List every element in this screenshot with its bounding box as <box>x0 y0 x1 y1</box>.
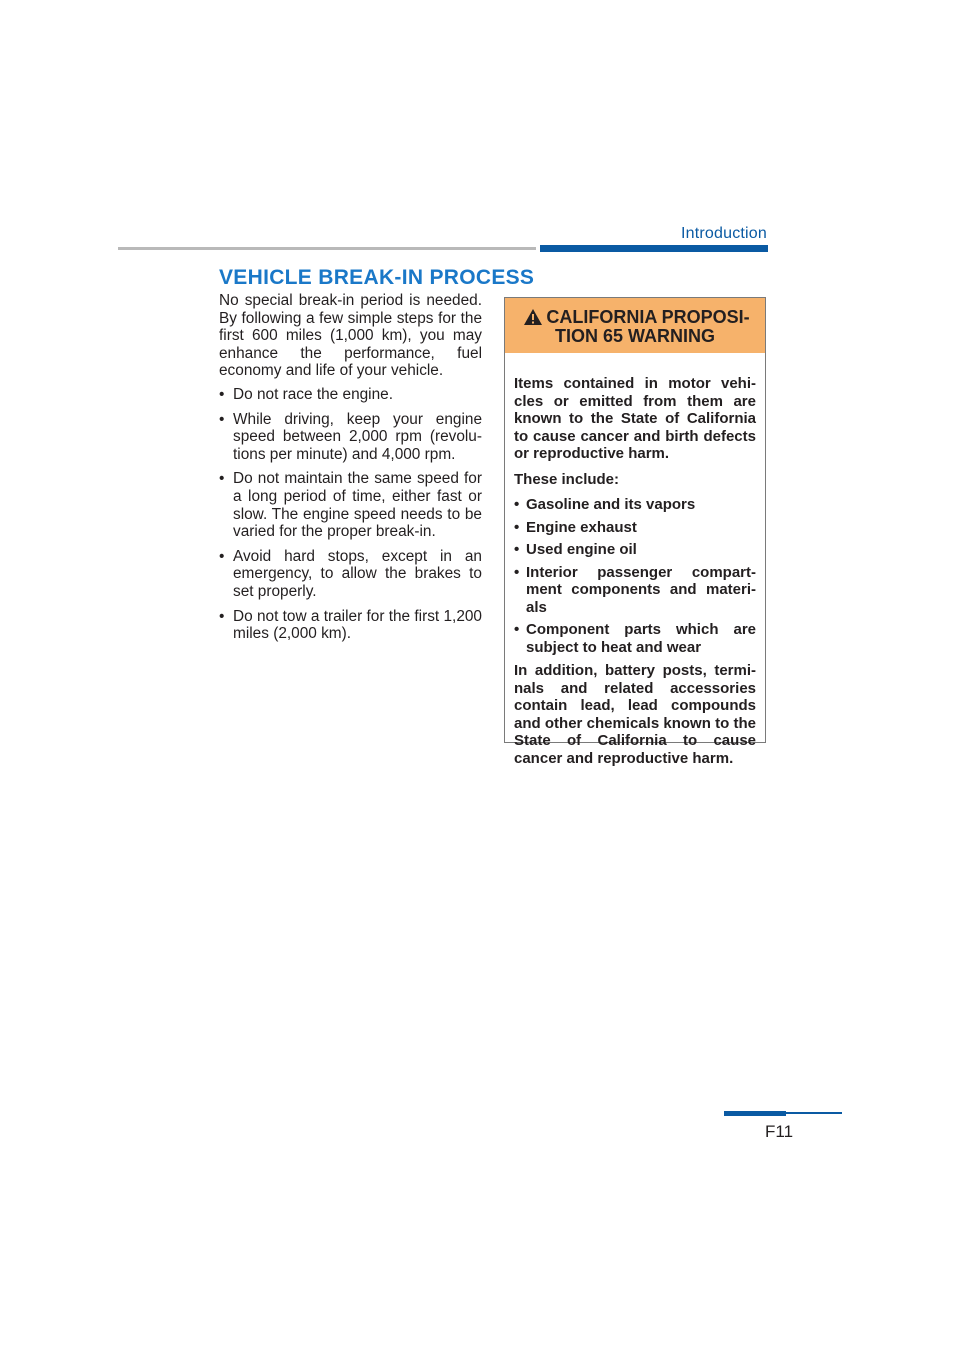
bullet-icon: • <box>514 518 520 536</box>
list-item: • Engine exhaust <box>514 518 637 536</box>
section-name: Introduction <box>680 225 767 242</box>
intro-paragraph: No special break-in period is needed. By following a few simple steps for the first 600 miles (1,000 km), you may enhance the performance, fuel economy and life of your vehicle. <box>219 292 482 380</box>
list-item: • Do not tow a trailer for the first 1,200 miles (2,000 km). <box>219 607 482 643</box>
warning-includes-label: These include: <box>514 470 620 488</box>
warning-header <box>505 298 765 353</box>
bullet-icon: • <box>219 385 225 403</box>
bullet-icon: • <box>219 470 225 488</box>
bullet-icon: • <box>514 563 520 581</box>
break-in-content <box>219 292 482 650</box>
footer-accent-bar <box>724 1111 786 1116</box>
warning-title-continued: TION 65 WARNING <box>554 326 715 346</box>
section-heading: VEHICLE BREAK-IN PROCESS <box>219 266 535 289</box>
list-item: • Component parts which are subject to heat and wear <box>514 621 756 656</box>
list-item: • Avoid hard stops, except in an emergency, to allow the brakes to set properly. <box>219 547 482 600</box>
warning-triangle-icon <box>523 308 543 326</box>
page-number: F11 <box>765 1122 794 1141</box>
list-item: • While driving, keep your engine speed between 2,000 rpm (revolu-tions per minute) and 4,000 rpm. <box>219 410 482 463</box>
header-accent-bar <box>540 245 768 252</box>
bullet-icon: • <box>514 496 520 513</box>
list-item: • Interior passenger compart-ment components and materi-als <box>514 563 756 616</box>
bullet-icon: • <box>219 547 225 565</box>
warning-closing: In addition, battery posts, termi-nals and related accessories contain lead, lead compounds and other chemicals known to the State of California to cause cancer and reproductive harm. <box>514 662 756 767</box>
warning-body <box>505 353 765 767</box>
list-item: • Used engine oil <box>514 541 637 558</box>
bullet-icon: • <box>514 541 520 558</box>
warning-intro: Items contained in motor vehi-cles or emitted from them are known to the State of California to cause cancer and birth defects or reproductive harm. <box>514 375 756 462</box>
bullet-icon: • <box>219 607 225 625</box>
header-rule <box>118 247 536 250</box>
footer-rule <box>786 1112 842 1114</box>
warning-title: CALIFORNIA PROPOSI- <box>546 307 750 327</box>
list-item: • Do not race the engine. <box>219 385 394 403</box>
break-in-list <box>219 386 482 643</box>
bullet-icon: • <box>514 621 520 638</box>
warning-list <box>514 496 756 656</box>
prop65-warning-box <box>504 297 766 767</box>
list-item: • Do not maintain the same speed for a long period of time, either fast or slow. The engine speed needs to be varied for the proper break-in. <box>219 470 482 541</box>
bullet-icon: • <box>219 410 225 428</box>
list-item: • Gasoline and its vapors <box>514 496 696 513</box>
